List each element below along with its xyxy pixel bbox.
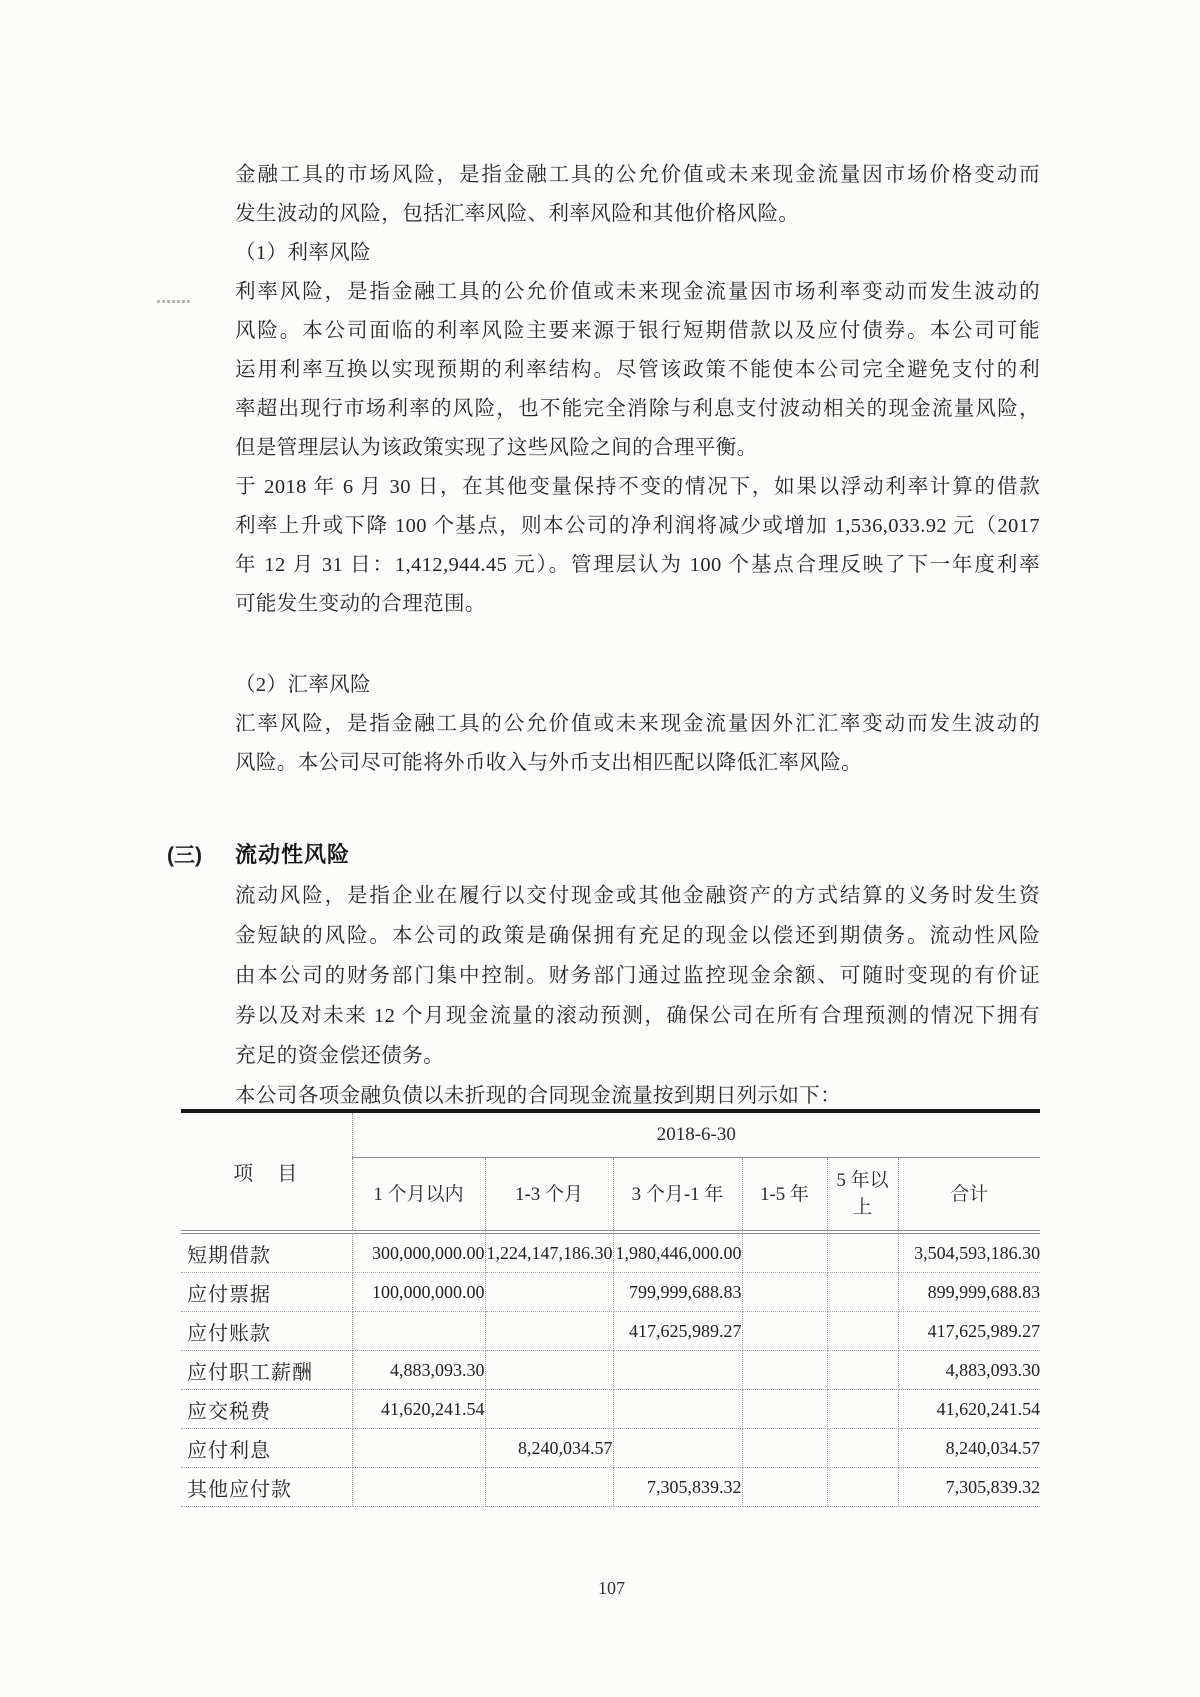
text-line: 由本公司的财务部门集中控制。财务部门通过监控现金余额、可随时变现的有价证 [235,965,1040,987]
text-line: 本公司各项金融负债以未折现的合同现金流量按到期日列示如下： [235,1085,842,1107]
cell-value [742,1312,827,1351]
cell-value [485,1468,613,1507]
text-line: 金融工具的市场风险，是指金融工具的公允价值或未来现金流量因市场价格变动而 [235,164,1040,186]
row-item-label: 短期借款 [181,1232,352,1273]
cell-value [742,1390,827,1429]
cell-value [485,1351,613,1390]
cell-value: 8,240,034.57 [898,1429,1040,1468]
table-row [181,1232,1040,1273]
table-row [181,1390,1040,1429]
table-row [181,1312,1040,1351]
text-line: 利率风险，是指金融工具的公允价值或未来现金流量因市场利率变动而发生波动的 [235,281,1040,303]
cell-value: 8,240,034.57 [485,1429,613,1468]
cell-value [352,1468,485,1507]
table-row [181,1429,1040,1468]
cell-value [827,1429,898,1468]
text-line: （1）利率风险 [235,242,372,264]
table-col-header: 1 个月以内 [352,1158,485,1233]
cell-value [613,1429,742,1468]
table-row [181,1273,1040,1312]
cell-value: 7,305,839.32 [898,1468,1040,1507]
table-row [181,1468,1040,1507]
cell-value [742,1429,827,1468]
scan-artifact-dash [157,300,191,303]
cell-value [485,1273,613,1312]
cell-value [827,1273,898,1312]
row-item-label: 其他应付款 [181,1468,352,1507]
table-body [181,1232,1040,1507]
table-col-header: 1-3 个月 [485,1158,613,1233]
text-line: 发生波动的风险，包括汇率风险、利率风险和其他价格风险。 [235,203,800,225]
text-line: 风险。本公司尽可能将外币收入与外币支出相匹配以降低汇率风险。 [235,752,862,774]
fx-risk-section [235,666,1040,783]
text-line: （2）汇率风险 [235,674,372,696]
table-col-header: 5 年以上 [827,1158,898,1233]
page-number: 107 [598,1578,625,1598]
cell-value [485,1390,613,1429]
row-item-label: 应交税费 [181,1390,352,1429]
text-line: 率超出现行市场利率的风险，也不能完全消除与利息支付波动相关的现金流量风险， [235,398,1040,420]
text-line: 券以及对未来 12 个月现金流量的滚动预测，确保公司在所有合理预测的情况下拥有 [235,1005,1040,1027]
table-header-item: 项 目 [181,1111,352,1232]
cell-value [827,1351,898,1390]
cell-value [827,1232,898,1273]
cell-value: 41,620,241.54 [352,1390,485,1429]
row-item-label: 应付票据 [181,1273,352,1312]
text-line: 风险。本公司面临的利率风险主要来源于银行短期借款以及应付债券。本公司可能 [235,320,1040,342]
cell-value: 100,000,000.00 [352,1273,485,1312]
row-item-label: 应付职工薪酬 [181,1351,352,1390]
text-line: 运用利率互换以实现预期的利率结构。尽管该政策不能使本公司完全避免支付的利 [235,359,1040,381]
cell-value [827,1390,898,1429]
cell-value: 300,000,000.00 [352,1232,485,1273]
text-line: 充足的资金偿还债务。 [235,1045,444,1067]
text-line: 于 2018 年 6 月 30 日，在其他变量保持不变的情况下，如果以浮动利率计算的借款 [235,476,1040,498]
table-col-header: 3 个月-1 年 [613,1158,742,1233]
text-line: 流动风险，是指企业在履行以交付现金或其他金融资产的方式结算的义务时发生资 [235,885,1040,907]
table-col-header: 合计 [898,1158,1040,1233]
text-line: 可能发生变动的合理范围。 [235,593,486,615]
cell-value [827,1312,898,1351]
section-title-liquidity-risk: 流动性风险 [235,842,351,867]
text-line: 汇率风险，是指金融工具的公允价值或未来现金流量因外汇汇率变动而发生波动的 [235,713,1040,735]
cell-value [742,1468,827,1507]
cell-value: 3,504,593,186.30 [898,1232,1040,1273]
cell-value [613,1390,742,1429]
cell-value [352,1312,485,1351]
cell-value [742,1273,827,1312]
text-line: 年 12 月 31 日：1,412,944.45 元）。管理层认为 100 个基点合理反映了下一年度利率 [235,554,1040,576]
cell-value: 4,883,093.30 [898,1351,1040,1390]
cell-value: 7,305,839.32 [613,1468,742,1507]
text-line: 但是管理层认为该政策实现了这些风险之间的合理平衡。 [235,437,758,459]
row-item-label: 应付账款 [181,1312,352,1351]
cell-value: 417,625,989.27 [613,1312,742,1351]
cell-value [742,1232,827,1273]
cell-value: 1,224,147,186.30 [485,1232,613,1273]
row-item-label: 应付利息 [181,1429,352,1468]
liabilities-maturity-table-wrap [181,1109,1040,1507]
liquidity-risk-section [235,876,1040,1116]
table-col-header: 1-5 年 [742,1158,827,1233]
liabilities-maturity-table [181,1109,1040,1507]
cell-value: 799,999,688.83 [613,1273,742,1312]
cell-value [613,1351,742,1390]
table-header-period: 2018-6-30 [352,1111,1040,1158]
table-row [181,1351,1040,1390]
cell-value: 4,883,093.30 [352,1351,485,1390]
cell-value: 41,620,241.54 [898,1390,1040,1429]
cell-value: 899,999,688.83 [898,1273,1040,1312]
section-number-label: (三) [167,844,202,867]
cell-value [485,1312,613,1351]
cell-value [827,1468,898,1507]
market-risk-section [235,156,1040,624]
text-line: 金短缺的风险。本公司的政策是确保拥有充足的现金以偿还到期债务。流动性风险 [235,925,1040,947]
cell-value [352,1429,485,1468]
table-period-row [181,1111,1040,1158]
cell-value: 1,980,446,000.00 [613,1232,742,1273]
text-line: 利率上升或下降 100 个基点，则本公司的净利润将减少或增加 1,536,033.92 元（2017 [235,515,1040,537]
cell-value: 417,625,989.27 [898,1312,1040,1351]
cell-value [742,1351,827,1390]
